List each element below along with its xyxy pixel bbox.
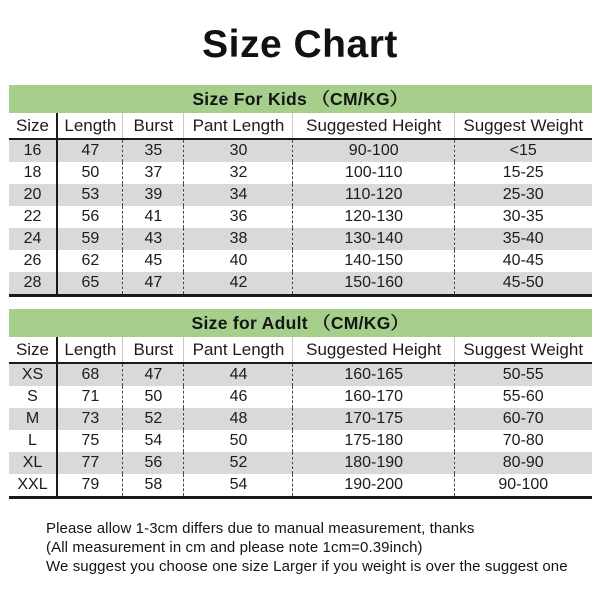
table-cell: 56 [57,206,122,228]
table-cell: 40 [184,250,293,272]
table-cell: 65 [57,272,122,296]
table-cell: 43 [123,228,184,250]
column-header: Suggest Weight [454,337,591,363]
table-cell: 75 [57,430,122,452]
table-cell: 37 [123,162,184,184]
column-header: Pant Length [184,337,293,363]
adult-size-banner: Size for Adult （CM/KG） [9,309,592,337]
adult-size-table [9,337,592,499]
table-cell: 73 [57,408,122,430]
table-row [9,408,592,430]
table-row [9,452,592,474]
column-header: Size [9,113,58,139]
table-cell: XS [21,366,44,383]
table-cell: 59 [57,228,122,250]
table-cell: 30 [184,139,293,162]
table-row [9,363,592,386]
table-cell: 100-110 [293,162,454,184]
table-row [9,162,592,184]
table-cell: 54 [184,474,293,498]
column-header: Pant Length [184,113,293,139]
table-cell: 170-175 [293,408,454,430]
table-cell: 110-120 [293,184,454,206]
table-cell: 25-30 [454,184,591,206]
table-cell: 120-130 [293,206,454,228]
page-title: Size Chart [202,23,398,66]
table-cell: 60-70 [454,408,591,430]
table-cell: 50 [184,430,293,452]
column-header: Length [57,113,122,139]
kids-header-row [9,113,592,139]
table-cell: 35 [123,139,184,162]
table-cell: 38 [184,228,293,250]
table-cell: 54 [123,430,184,452]
table-cell: 42 [184,272,293,296]
table-cell: 55-60 [454,386,591,408]
table-cell: 24 [23,230,42,247]
table-cell: 47 [123,272,184,296]
table-cell: 62 [57,250,122,272]
table-cell: 50-55 [454,363,591,386]
table-cell: 90-100 [293,139,454,162]
table-cell: S [27,388,38,405]
table-cell: 45 [123,250,184,272]
table-cell: 35-40 [454,228,591,250]
table-cell: 47 [57,139,122,162]
table-cell: 90-100 [454,474,591,498]
table-cell: L [28,432,37,449]
table-cell: 36 [184,206,293,228]
column-header: Suggested Height [293,337,454,363]
column-header: Suggested Height [293,113,454,139]
table-cell: 32 [184,162,293,184]
table-row [9,250,592,272]
table-cell: 140-150 [293,250,454,272]
column-header: Burst [123,113,184,139]
table-cell: XXL [9,474,58,498]
note-line: We suggest you choose one size Larger if you weight is over the suggest one [46,558,568,575]
table-cell: 46 [184,386,293,408]
table-cell: <15 [454,139,591,162]
column-header: Length [57,337,122,363]
table-row [9,184,592,206]
table-cell: 52 [184,452,293,474]
table-cell: 50 [123,386,184,408]
column-header: Size [9,337,58,363]
table-cell: 70-80 [454,430,591,452]
table-cell: 130-140 [293,228,454,250]
table-cell: 44 [184,363,293,386]
table-cell: 175-180 [293,430,454,452]
table-cell: 160-165 [293,363,454,386]
adult-header-row [9,337,592,363]
table-cell: 41 [123,206,184,228]
table-cell: 18 [23,164,42,181]
table-cell: 58 [123,474,184,498]
table-cell: 30-35 [454,206,591,228]
table-row [9,474,592,498]
table-cell: 80-90 [454,452,591,474]
column-header: Suggest Weight [454,113,591,139]
table-cell: M [25,410,40,427]
table-row [9,272,592,296]
table-cell: 22 [23,208,42,225]
table-cell: 15-25 [454,162,591,184]
table-cell: 68 [57,363,122,386]
table-row [9,206,592,228]
table-cell: 150-160 [293,272,454,296]
table-row [9,228,592,250]
table-cell: 28 [9,272,58,296]
table-row [9,386,592,408]
table-cell: 39 [123,184,184,206]
kids-size-banner: Size For Kids （CM/KG） [9,85,592,113]
note-line: Please allow 1-3cm differs due to manual measurement, thanks [46,520,475,537]
kids-size-table [9,113,592,297]
column-header: Burst [123,337,184,363]
table-cell: 53 [57,184,122,206]
note-line: (All measurement in cm and please note 1cm=0.39inch) [46,539,423,556]
table-cell: 52 [123,408,184,430]
table-cell: 20 [23,186,42,203]
table-cell: 26 [23,252,42,269]
table-cell: 180-190 [293,452,454,474]
measurement-notes [46,519,600,576]
table-cell: 190-200 [293,474,454,498]
table-row [9,430,592,452]
table-row [9,139,592,162]
table-cell: 47 [123,363,184,386]
table-cell: 34 [184,184,293,206]
table-cell: 77 [57,452,122,474]
table-cell: 50 [57,162,122,184]
table-cell: 48 [184,408,293,430]
table-cell: 160-170 [293,386,454,408]
table-cell: 16 [23,142,42,159]
table-cell: 56 [123,452,184,474]
table-cell: XL [22,454,43,471]
table-cell: 71 [57,386,122,408]
table-cell: 79 [57,474,122,498]
table-cell: 40-45 [454,250,591,272]
table-cell: 45-50 [454,272,591,296]
